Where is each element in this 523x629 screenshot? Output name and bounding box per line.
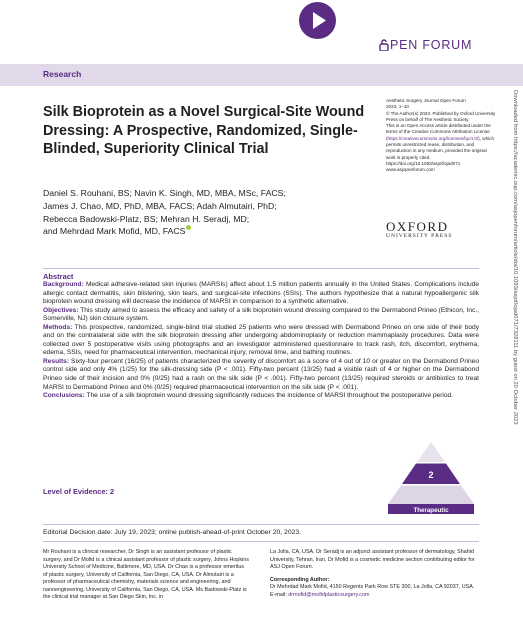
doi-link[interactable]: https://doi.org/10.1093/asjof/ojad071 xyxy=(386,160,461,166)
abstract-objectives: Objectives: This study aimed to assess the efficacy and safety of a silk bioprotein wound dressing compared to the Dermabond Prineo (Ethicon, Inc., Somerville, NJ) skin closure system. xyxy=(43,306,479,323)
author-line: James J. Chao, MD, PhD, MBA, FACS; Adah Almutairi, PhD; xyxy=(43,200,277,211)
play-button[interactable] xyxy=(299,2,336,39)
abstract xyxy=(43,268,479,401)
correspondence-address: Dr Mehrdad Mark Mofid, 4150 Regents Park Row STE 300, La Jolla, CA 92037, USA. xyxy=(270,584,475,590)
abstract-methods: Methods: This prospective, randomized, single-blind trial studied 25 patients who were dressed with Dermabond Prineo on one side of their body and on the contralateral side with the silk bioprotein dressing after undergoing abdominoplasty or reduction mammaplasty procedures. Data were collected over 5 postoperative visits using photographs and an investigator administered questionnaire to track rash, itch, discomfort, erythema, edema, SSIs, need for pharmaceutical intervention, mechanical injury, removal time, and bathing routines. xyxy=(43,323,479,357)
author-line: Rebecca Badowski-Platz, BS; Mehran H. Seradj, MD; xyxy=(43,213,250,224)
journal-year-pages: 2023, 1–10 xyxy=(386,104,409,110)
copyright-text: © The Author(s) 2023. Published by Oxford University Press on behalf of The Aesthetic Society. xyxy=(386,110,496,122)
editorial-decision: Editorial Decision date: July 19, 2023; online publish-ahead-of-print October 20, 2023. xyxy=(43,524,479,542)
journal-info xyxy=(386,98,496,174)
lock-icon xyxy=(379,39,389,51)
abstract-heading: Abstract xyxy=(43,272,74,281)
section-banner xyxy=(0,64,523,86)
abstract-background: Background: Medical adhesive-related skin injuries (MARSIs) affect about 1.5 million patients annually in the United States. Complications include allergic contact dermatitis, skin blistering, skin tears, and surgical-site infections (SSIs). The authors hypothesize that a natural hypoallergenic silk bioprotein wound dressing will decrease the incidence of MARSI in comparison to a synthetic alternative. xyxy=(43,281,479,306)
author-affiliations: Mr Rouhani is a clinical researcher, Dr Singh is an assistant professor of plastic surgery, and Dr Mofid is a clinical assistant professor of plastic surgery, Johns Hopkins University School of Medicine, Baltimore, MD, USA. Dr Chao is a professor emeritus of plastic surgery, University of California, San Diego, CA, USA. Dr Almutairi is a professor of pharmaceutical chemistry, materials science and engineering, and nanoengineering, University of California, San Diego, CA, USA. Ms Badowski-Platz is the clinical trial manager at San Diego Skin, Inc. in xyxy=(43,549,249,600)
level-of-evidence: Level of Evidence: 2 xyxy=(43,487,115,496)
orcid-icon[interactable] xyxy=(186,225,191,230)
license-text: This is an Open Access article distributed under the terms of the Creative Commons Attribution License (https://creativecommons.org/licenses/by/4.0/), which permits unrestricted reuse, distribution, and reproduction in any medium, provided the original work is properly cited. xyxy=(386,123,494,160)
author-line: Daniel S. Rouhani, BS; Navin K. Singh, MD, MBA, MSc, FACS; xyxy=(43,188,286,198)
article-title: Silk Bioprotein as a Novel Surgical-Site Wound Dressing: A Prospective, Randomized, Single-Blinded, Superiority Clinical Trial xyxy=(43,104,365,157)
pyramid-level-number: 2 xyxy=(428,470,434,480)
correspondence-email[interactable]: drmofid@mofidplasticsurgery.com xyxy=(288,591,370,598)
oxford-wordmark: OXFORD xyxy=(386,219,449,234)
journal-name: Aesthetic Surgery Journal Open Forum xyxy=(386,98,466,103)
author-line: and Mehrdad Mark Mofid, MD, FACS xyxy=(43,225,286,238)
correspondence-heading: Corresponding Author: xyxy=(270,576,330,583)
open-forum-wordmark: PEN FORUM xyxy=(390,38,473,52)
section-label: Research xyxy=(43,69,82,79)
pyramid-label: Therapeutic xyxy=(413,507,449,514)
oxford-logo xyxy=(386,220,452,240)
website-link[interactable]: www.asjopenforum.com xyxy=(386,167,435,173)
author-list xyxy=(43,187,286,238)
affiliations-text: La Jolla, CA, USA. Dr Seradj is an adjunct assistant professor of dermatology, Shahid University, Tehran, Iran. Dr Mofid is a cosmetic medicine section contributing editor for ASJ Open Forum. xyxy=(270,549,475,570)
download-stamp xyxy=(505,90,521,590)
abstract-conclusions: Conclusions: The use of a silk bioprotein wound dressing significantly reduces the incidence of MARSI throughout the postoperative period. xyxy=(43,392,454,400)
open-forum-logo xyxy=(379,38,472,52)
evidence-pyramid-icon xyxy=(386,440,476,520)
license-link[interactable]: https://creativecommons.org/licenses/by/4.0/ xyxy=(387,135,479,141)
correspondence-email-line: E-mail: drmofid@mofidplasticsurgery.com xyxy=(270,591,370,598)
oxford-subtitle: UNIVERSITY PRESS xyxy=(386,233,453,239)
play-icon xyxy=(299,2,336,39)
author-affiliations-continued xyxy=(270,549,480,599)
download-stamp-text: Downloaded from https://academic.oup.com/asjopenforum/article/doi/10.1093/asjof/ojad071/7328111 by guest on 20 October 2023 xyxy=(512,90,518,425)
abstract-results: Results: Sixty-four percent (16/25) of patients characterized the severity of discomfort as a score of 4 out of 10 or greater on the Dermabond Prineo control side and only 4% (1/25) for the silk-dressing side (P < .001). Fifty-two percent (13/25) had a visible rash of 4 or higher on the Dermabond Prineo side of their incision and 0% (0/25) had a rash on the silk side (P < .001). Fifty-two percent (13/25) required steroids or antibiotics to treat MARSI to Dermabond Prineo and 0% (0/25) required pharmaceutical intervention on the silk side (P < .001). xyxy=(43,357,479,391)
